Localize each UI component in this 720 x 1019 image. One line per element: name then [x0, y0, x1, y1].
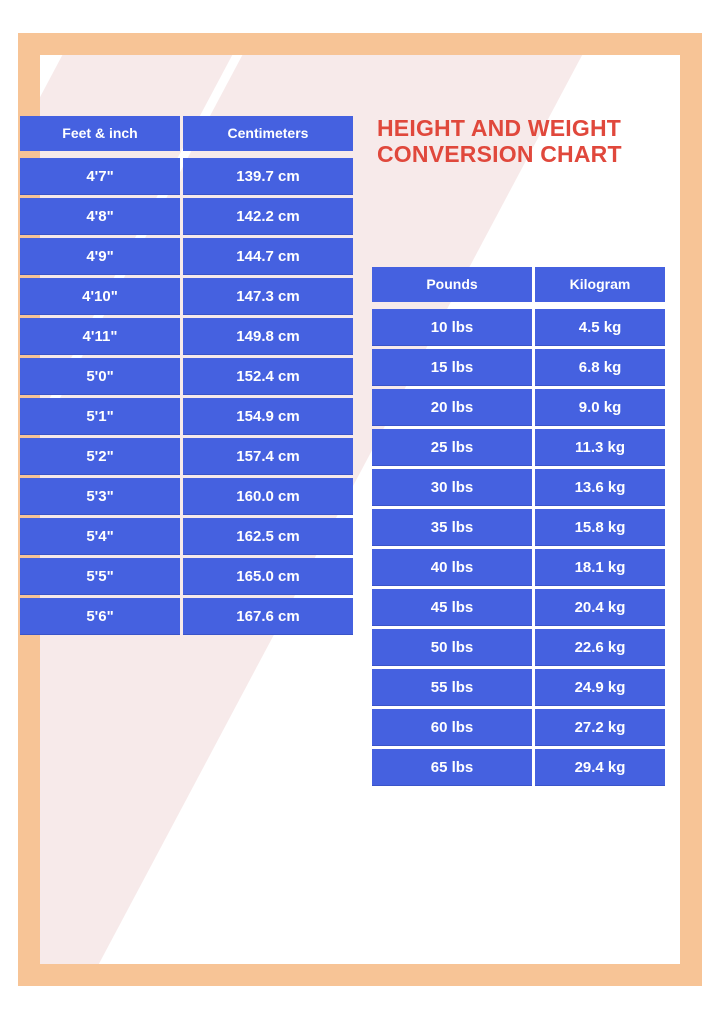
table-row: [372, 389, 665, 426]
table-row: [20, 398, 353, 435]
height-cell-centimeters: 162.5 cm: [183, 518, 353, 555]
weight-table-header-pounds: Pounds: [372, 267, 532, 302]
height-cell-feet-inch: 5'4": [20, 518, 180, 555]
weight-cell-kilogram: 20.4 kg: [535, 589, 665, 626]
page-title: HEIGHT AND WEIGHT CONVERSION CHART: [377, 115, 622, 167]
table-row: [372, 509, 665, 546]
height-table-body: [20, 158, 353, 635]
table-row: [372, 589, 665, 626]
height-cell-feet-inch: 5'5": [20, 558, 180, 595]
weight-cell-kilogram: 15.8 kg: [535, 509, 665, 546]
weight-cell-pounds: 65 lbs: [372, 749, 532, 786]
height-cell-centimeters: 149.8 cm: [183, 318, 353, 355]
height-cell-feet-inch: 4'10": [20, 278, 180, 315]
height-cell-feet-inch: 5'1": [20, 398, 180, 435]
table-row: [372, 669, 665, 706]
height-cell-centimeters: 160.0 cm: [183, 478, 353, 515]
height-cell-feet-inch: 5'3": [20, 478, 180, 515]
height-cell-centimeters: 157.4 cm: [183, 438, 353, 475]
table-row: [372, 429, 665, 466]
weight-cell-kilogram: 24.9 kg: [535, 669, 665, 706]
table-row: [20, 598, 353, 635]
height-cell-centimeters: 142.2 cm: [183, 198, 353, 235]
height-cell-feet-inch: 4'11": [20, 318, 180, 355]
table-row: [20, 238, 353, 275]
table-row: [20, 558, 353, 595]
height-cell-feet-inch: 5'6": [20, 598, 180, 635]
table-row: [372, 349, 665, 386]
weight-table-body: [372, 309, 665, 786]
table-row: [20, 198, 353, 235]
height-table-header-feet-inch: Feet & inch: [20, 116, 180, 151]
weight-cell-pounds: 45 lbs: [372, 589, 532, 626]
weight-cell-kilogram: 11.3 kg: [535, 429, 665, 466]
weight-cell-pounds: 25 lbs: [372, 429, 532, 466]
table-row: [20, 358, 353, 395]
table-row: [20, 438, 353, 475]
table-row: [20, 478, 353, 515]
height-cell-feet-inch: 5'0": [20, 358, 180, 395]
height-conversion-table: [20, 116, 353, 638]
weight-cell-pounds: 30 lbs: [372, 469, 532, 506]
weight-cell-kilogram: 9.0 kg: [535, 389, 665, 426]
table-row: [20, 158, 353, 195]
weight-cell-kilogram: 29.4 kg: [535, 749, 665, 786]
weight-table-header-kilogram: Kilogram: [535, 267, 665, 302]
height-cell-centimeters: 144.7 cm: [183, 238, 353, 275]
table-row: [20, 278, 353, 315]
height-table-header-row: [20, 116, 353, 151]
weight-cell-kilogram: 6.8 kg: [535, 349, 665, 386]
table-row: [372, 309, 665, 346]
table-row: [372, 549, 665, 586]
weight-cell-pounds: 55 lbs: [372, 669, 532, 706]
weight-cell-kilogram: 4.5 kg: [535, 309, 665, 346]
height-cell-centimeters: 154.9 cm: [183, 398, 353, 435]
weight-cell-pounds: 60 lbs: [372, 709, 532, 746]
weight-cell-pounds: 40 lbs: [372, 549, 532, 586]
height-cell-feet-inch: 5'2": [20, 438, 180, 475]
table-row: [372, 749, 665, 786]
weight-cell-kilogram: 13.6 kg: [535, 469, 665, 506]
height-cell-centimeters: 139.7 cm: [183, 158, 353, 195]
table-row: [20, 518, 353, 555]
height-cell-centimeters: 165.0 cm: [183, 558, 353, 595]
height-cell-feet-inch: 4'8": [20, 198, 180, 235]
height-cell-feet-inch: 4'7": [20, 158, 180, 195]
weight-cell-kilogram: 18.1 kg: [535, 549, 665, 586]
weight-table-header-row: [372, 267, 665, 302]
height-table-header-centimeters: Centimeters: [183, 116, 353, 151]
weight-cell-pounds: 15 lbs: [372, 349, 532, 386]
weight-cell-pounds: 50 lbs: [372, 629, 532, 666]
height-cell-centimeters: 147.3 cm: [183, 278, 353, 315]
table-row: [372, 709, 665, 746]
weight-cell-kilogram: 27.2 kg: [535, 709, 665, 746]
height-cell-feet-inch: 4'9": [20, 238, 180, 275]
table-row: [20, 318, 353, 355]
weight-cell-kilogram: 22.6 kg: [535, 629, 665, 666]
height-cell-centimeters: 152.4 cm: [183, 358, 353, 395]
weight-cell-pounds: 35 lbs: [372, 509, 532, 546]
weight-cell-pounds: 20 lbs: [372, 389, 532, 426]
weight-conversion-table: [372, 267, 665, 789]
table-row: [372, 469, 665, 506]
table-row: [372, 629, 665, 666]
weight-cell-pounds: 10 lbs: [372, 309, 532, 346]
height-cell-centimeters: 167.6 cm: [183, 598, 353, 635]
